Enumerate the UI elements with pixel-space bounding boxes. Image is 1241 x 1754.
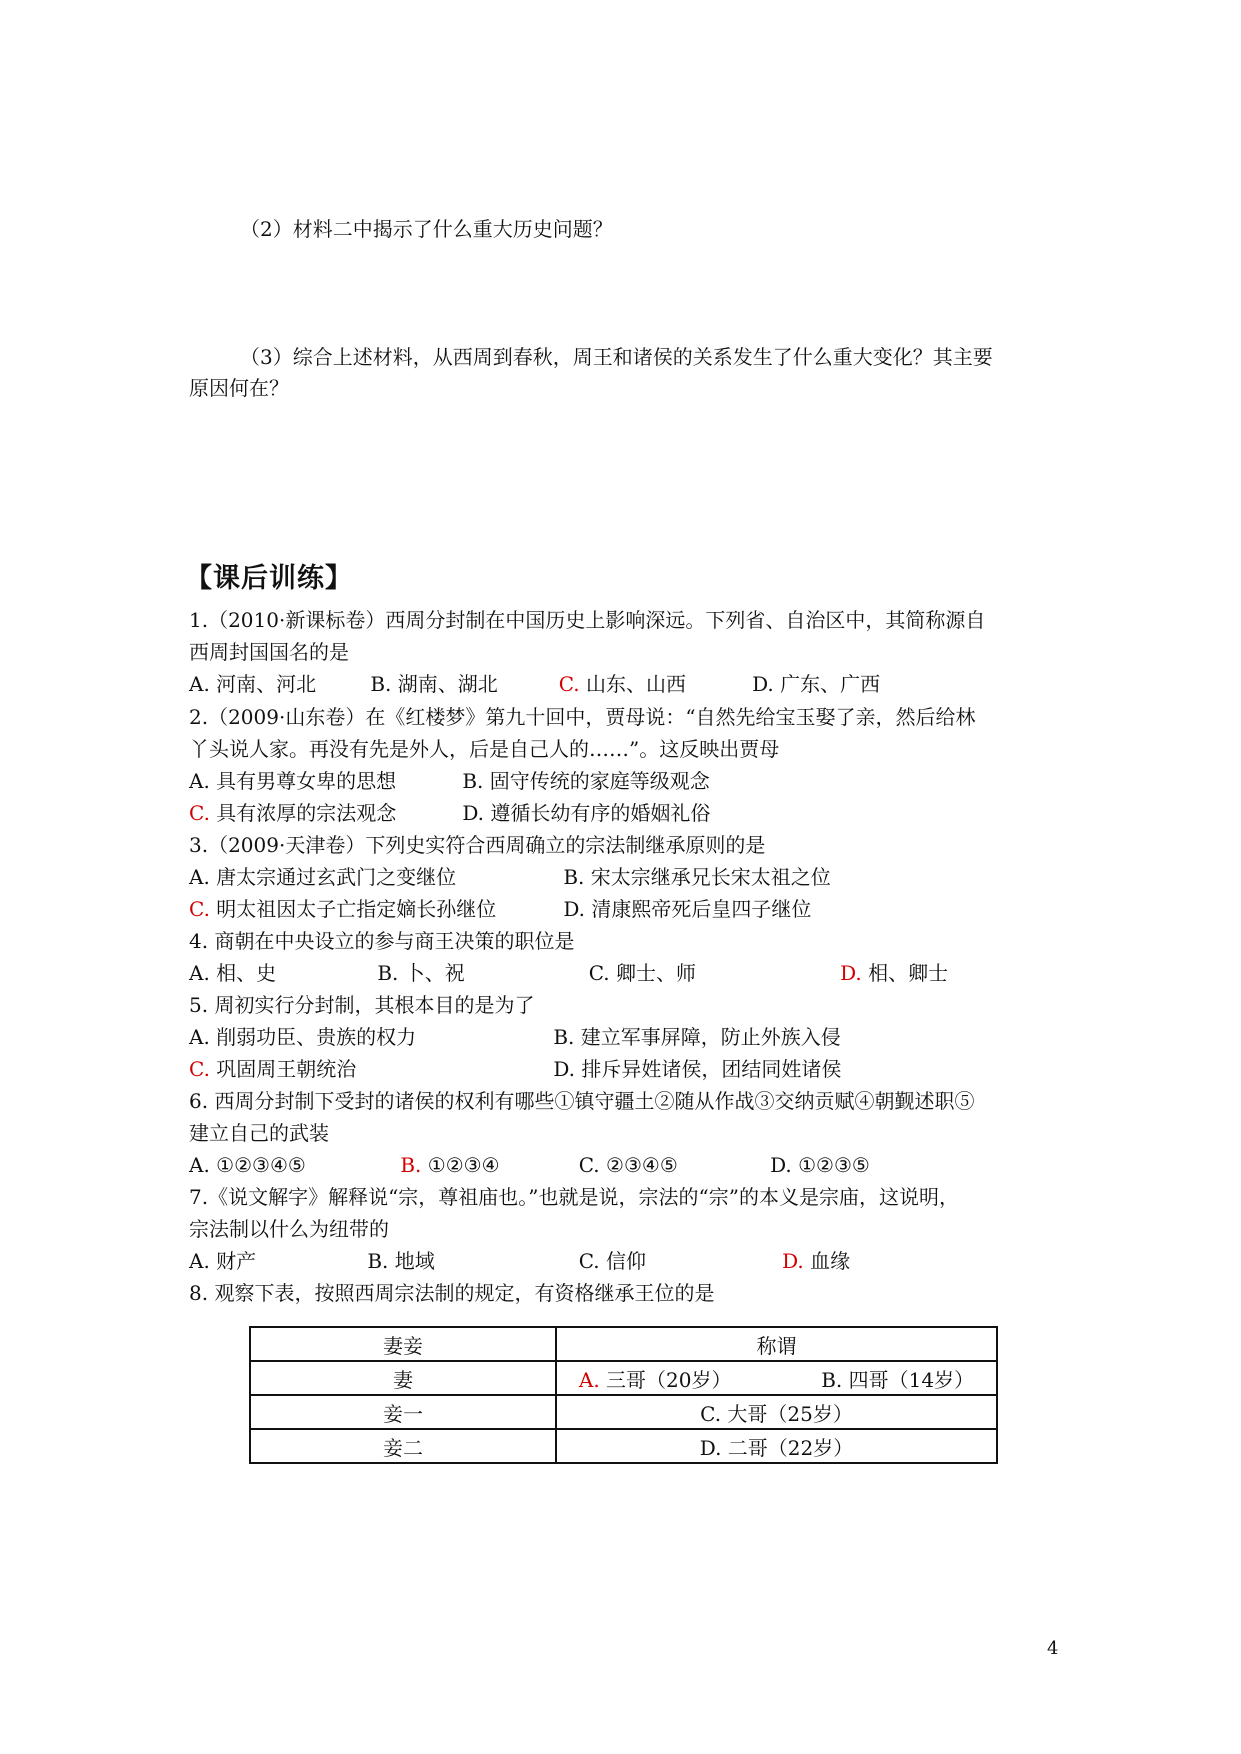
option-d: D. 血缘 bbox=[782, 1249, 851, 1273]
exercise-2-stem-cont: 丫头说人家。再没有先是外人，后是自己人的……”。这反映出贾母 bbox=[189, 737, 780, 761]
option-a: A. 削弱功臣、贵族的权力 bbox=[189, 1025, 417, 1049]
answer-letter: C. bbox=[189, 1057, 210, 1081]
table-cell-option: D. 二哥（22岁） bbox=[556, 1429, 997, 1463]
exercise-4-options bbox=[189, 958, 948, 988]
option-d: D. 广东、广西 bbox=[752, 672, 881, 696]
table-cell-role: 妾一 bbox=[250, 1395, 556, 1429]
option-d: D. ①②③⑤ bbox=[770, 1153, 870, 1177]
exercise-7-options bbox=[189, 1246, 850, 1276]
exercise-7-stem: 7.《说文解字》解释说“宗，尊祖庙也。”也就是说，宗法的“宗”的本义是宗庙，这说明， bbox=[189, 1185, 959, 1209]
option-c: C. 具有浓厚的宗法观念 bbox=[189, 801, 397, 825]
exercise-5-options-cd bbox=[189, 1054, 841, 1084]
option-c: C. 山东、山西 bbox=[558, 672, 687, 696]
option-b: B. 地域 bbox=[367, 1249, 435, 1273]
option-c: C. 信仰 bbox=[578, 1249, 647, 1273]
table-cell-option: C. 大哥（25岁） bbox=[556, 1395, 997, 1429]
answer-letter: D. bbox=[782, 1249, 804, 1273]
table-cell-options bbox=[556, 1361, 997, 1395]
option-a: A. 唐太宗通过玄武门之变继位 bbox=[189, 865, 457, 889]
option-a: A. 相、史 bbox=[189, 961, 277, 985]
exercise-8-stem: 8. 观察下表，按照西周宗法制的规定，有资格继承王位的是 bbox=[189, 1281, 715, 1305]
exercise-2-options-cd bbox=[189, 798, 710, 828]
exercise-1-stem: 1.（2010·新课标卷）西周分封制在中国历史上影响深远。下列省、自治区中，其简称源自 bbox=[189, 608, 986, 632]
page-number: 4 bbox=[1047, 1638, 1059, 1659]
question-2: （2）材料二中揭示了什么重大历史问题？ bbox=[240, 217, 613, 241]
answer-letter: D. bbox=[840, 961, 862, 985]
answer-letter: B. bbox=[400, 1153, 422, 1177]
table-cell-role: 妻 bbox=[250, 1361, 556, 1395]
exercise-2-stem: 2.（2009·山东卷）在《红楼梦》第九十回中，贾母说：“自然先给宝玉娶了亲，然后给林 bbox=[189, 705, 976, 729]
table-row bbox=[250, 1429, 997, 1463]
option-b: B. 卜、祝 bbox=[377, 961, 465, 985]
option-a: A. 具有男尊女卑的思想 bbox=[189, 769, 397, 793]
option-c: C. 巩固周王朝统治 bbox=[189, 1057, 357, 1081]
table-row bbox=[250, 1395, 997, 1429]
option-a: A. ①②③④⑤ bbox=[189, 1153, 306, 1177]
exercise-5-options-ab bbox=[189, 1022, 841, 1052]
exercise-3-options-ab bbox=[189, 862, 831, 892]
exercise-3-stem: 3.（2009·天津卷）下列史实符合西周确立的宗法制继承原则的是 bbox=[189, 833, 766, 857]
exercise-3-options-cd bbox=[189, 894, 811, 924]
option-d: D. 相、卿士 bbox=[840, 961, 949, 985]
section-heading: 【课后训练】 bbox=[185, 563, 353, 594]
exercise-6-options bbox=[189, 1150, 870, 1180]
option-d: D. 清康熙帝死后皇四子继位 bbox=[563, 897, 812, 921]
option-c: C. 明太祖因太子亡指定嫡长孙继位 bbox=[189, 897, 497, 921]
table-header-row bbox=[250, 1327, 997, 1361]
exercise-1-options bbox=[189, 669, 880, 699]
exercise-4-stem: 4. 商朝在中央设立的参与商王决策的职位是 bbox=[189, 929, 575, 953]
question-3-line1: （3）综合上述材料，从西周到春秋，周王和诸侯的关系发生了什么重大变化？其主要 bbox=[240, 345, 993, 369]
option-c: C. ②③④⑤ bbox=[578, 1153, 678, 1177]
succession-table bbox=[249, 1326, 998, 1464]
answer-letter: C. bbox=[189, 897, 210, 921]
answer-letter: A. bbox=[578, 1367, 600, 1392]
option-b: B. 湖南、湖北 bbox=[370, 672, 498, 696]
option-b: B. 四哥（14岁） bbox=[821, 1367, 975, 1392]
option-a: A. 三哥（20岁） bbox=[578, 1367, 732, 1392]
answer-letter: C. bbox=[558, 672, 580, 696]
option-d: D. 排斥异姓诸侯，团结同姓诸侯 bbox=[553, 1057, 842, 1081]
question-3-line2: 原因何在？ bbox=[189, 376, 289, 400]
option-b: B. ①②③④ bbox=[400, 1153, 500, 1177]
table-header: 称谓 bbox=[556, 1327, 997, 1361]
exercise-6-stem-cont: 建立自己的武装 bbox=[189, 1121, 329, 1145]
option-b: B. 宋太宗继承兄长宋太祖之位 bbox=[563, 865, 831, 889]
exercise-5-stem: 5. 周初实行分封制，其根本目的是为了 bbox=[189, 993, 535, 1017]
table-header: 妻妾 bbox=[250, 1327, 556, 1361]
exercise-7-stem-cont: 宗法制以什么为纽带的 bbox=[189, 1217, 389, 1241]
exercise-2-options-ab bbox=[189, 766, 710, 796]
option-d: D. 遵循长幼有序的婚姻礼俗 bbox=[462, 801, 711, 825]
option-a: A. 财产 bbox=[189, 1249, 257, 1273]
option-b: B. 建立军事屏障，防止外族入侵 bbox=[553, 1025, 841, 1049]
table-cell-role: 妾二 bbox=[250, 1429, 556, 1463]
option-b: B. 固守传统的家庭等级观念 bbox=[462, 769, 710, 793]
option-a: A. 河南、河北 bbox=[189, 672, 317, 696]
exercise-1-stem-cont: 西周封国国名的是 bbox=[189, 640, 349, 664]
exercise-6-stem: 6. 西周分封制下受封的诸侯的权利有哪些①镇守疆土②随从作战③交纳贡赋④朝觐述职⑤ bbox=[189, 1089, 975, 1113]
option-c: C. 卿士、师 bbox=[588, 961, 697, 985]
answer-letter: C. bbox=[189, 801, 210, 825]
table-row bbox=[250, 1361, 997, 1395]
